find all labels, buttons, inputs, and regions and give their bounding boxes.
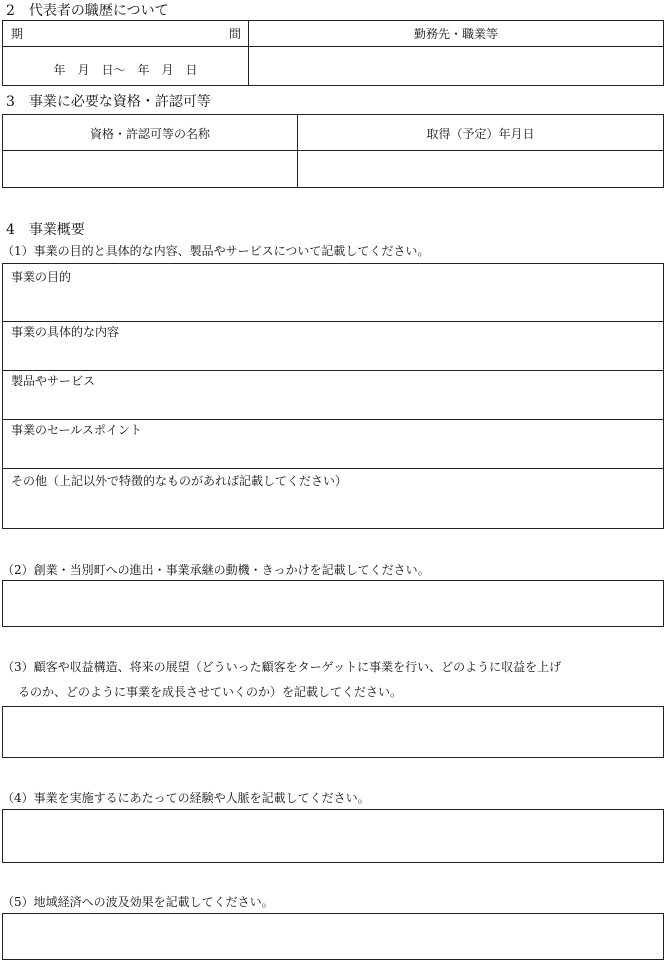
sales-point-field[interactable] xyxy=(3,419,663,468)
sales-point-label: 事業のセールスポイント xyxy=(11,423,142,437)
business-content-label: 事業の具体的な内容 xyxy=(11,325,120,339)
economic-effect-input[interactable] xyxy=(2,913,664,960)
question-4: （4）事業を実施するにあたっての経験や人脈を記載してください。 xyxy=(2,791,370,805)
business-summary-table xyxy=(2,263,664,529)
business-purpose-label: 事業の目的 xyxy=(11,270,72,284)
business-purpose-field[interactable] xyxy=(3,264,663,321)
business-content-field[interactable] xyxy=(3,321,663,370)
customer-outlook-input[interactable] xyxy=(2,706,664,758)
other-features-field[interactable] xyxy=(3,468,663,528)
section-3-heading: 3 事業に必要な資格・許認可等 xyxy=(6,94,211,110)
career-workplace-input[interactable] xyxy=(249,47,663,85)
section-2-heading: 2 代表者の職歴について xyxy=(6,3,169,19)
header-period-b: 間 xyxy=(229,27,242,41)
question-3-line-1: （3）顧客や収益構造、将来の展望（どういった顧客をターゲットに事業を行い、どのように収益を上げ xyxy=(2,660,562,674)
question-3-line-2: るのか、どのように事業を成長させていくのか）を記載してください。 xyxy=(18,685,403,699)
header-period-a: 期 xyxy=(11,27,24,41)
products-services-field[interactable] xyxy=(3,370,663,419)
other-features-label: その他（上記以外で特徴的なものがあれば記載してください） xyxy=(11,474,348,488)
license-date-input[interactable] xyxy=(298,151,663,187)
header-license-date: 取得（予定）年月日 xyxy=(426,127,535,141)
question-5: （5）地域経済への波及効果を記載してください。 xyxy=(2,895,274,909)
products-services-label: 製品やサービス xyxy=(11,374,96,388)
license-name-input[interactable] xyxy=(3,151,297,187)
question-2: （2）創業・当別町への進出・事業承継の動機・きっかけを記載してください。 xyxy=(2,563,430,577)
header-license-name: 資格・許認可等の名称 xyxy=(89,127,210,141)
motivation-input[interactable] xyxy=(2,580,664,627)
career-table xyxy=(2,20,664,86)
header-workplace: 勤務先・職業等 xyxy=(413,27,498,41)
career-period-input[interactable]: 年 月 日～ 年 月 日 xyxy=(53,63,198,77)
license-table xyxy=(2,114,664,188)
experience-input[interactable] xyxy=(2,809,664,863)
question-1: （1）事業の目的と具体的な内容、製品やサービスについて記載してください。 xyxy=(2,244,430,258)
section-4-heading: 4 事業概要 xyxy=(6,222,85,238)
